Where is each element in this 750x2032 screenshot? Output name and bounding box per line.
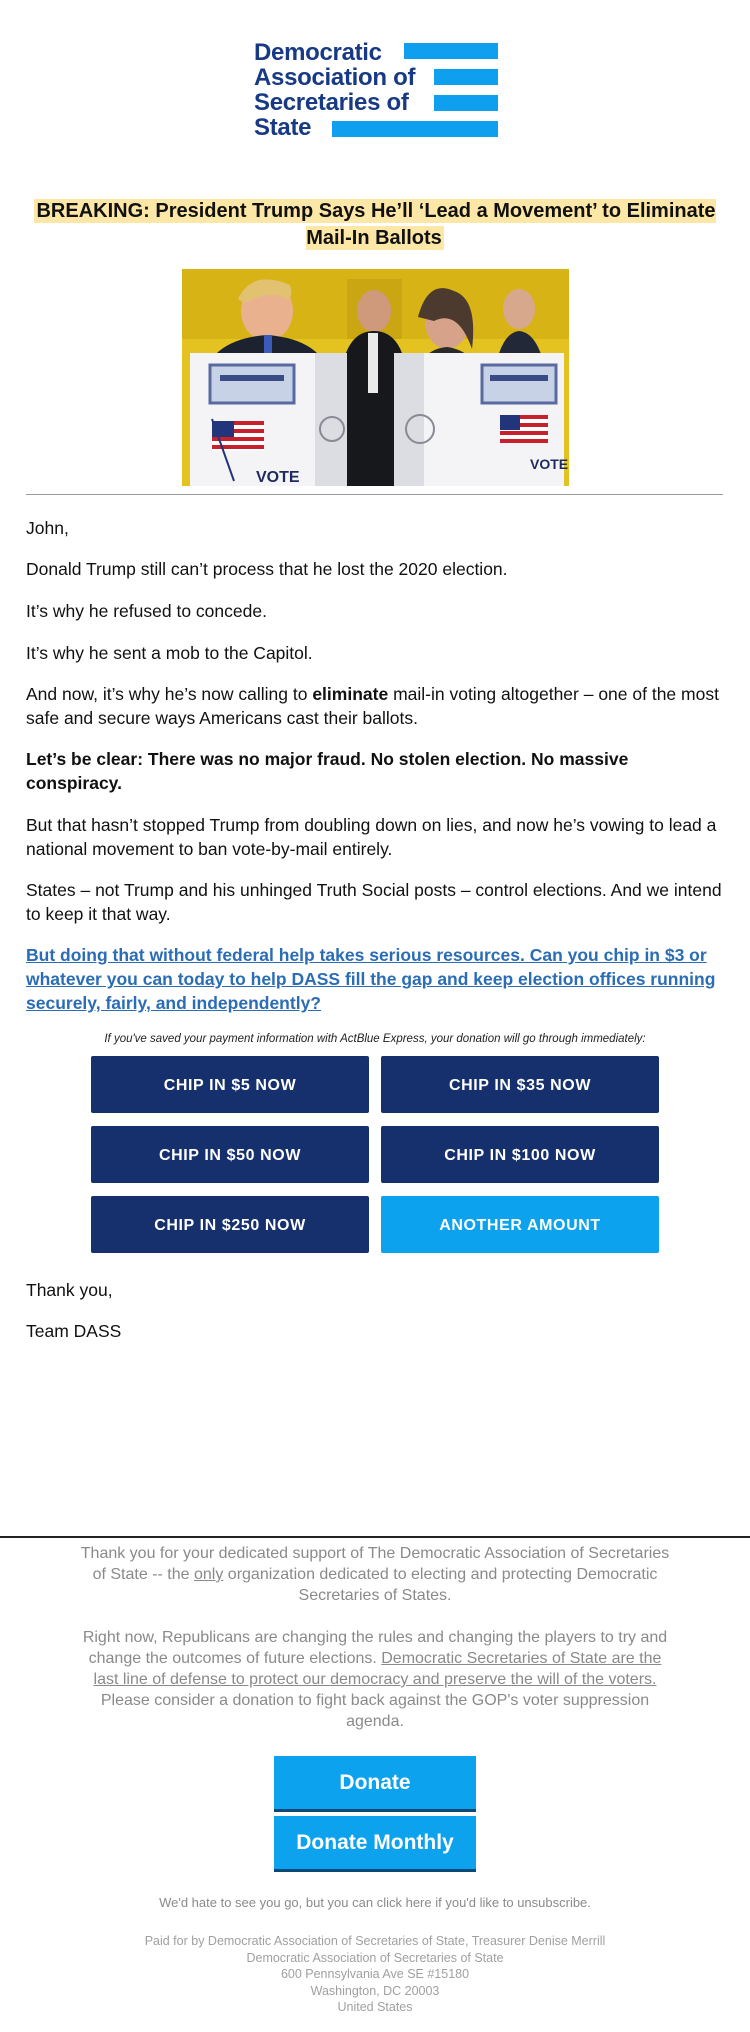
booth-label-left: VOTE	[256, 469, 300, 486]
booth-label-right: VOTE	[530, 456, 569, 472]
address-line: Washington, DC 20003	[310, 1983, 440, 1998]
flag-icon	[500, 415, 548, 443]
address-line: United States	[337, 2000, 413, 2014]
logo-bar-3	[434, 95, 498, 111]
chip-in-35-button[interactable]: CHIP IN $35 NOW	[381, 1056, 659, 1113]
footer-thanks-start: Thank you for your dedicated support of The Democratic Association of Secretaries of State -- the	[80, 1545, 670, 1583]
paragraph-2: It’s why he refused to concede.	[26, 601, 267, 621]
donate-button[interactable]: Donate	[274, 1756, 476, 1812]
unsubscribe-link[interactable]: We'd hate to see you go, but you can click here if you'd like to unsubscribe.	[159, 1895, 591, 1910]
paid-for-disclaimer	[80, 1933, 670, 2016]
footer-thanks	[80, 1543, 670, 1606]
chip-in-250-button[interactable]: CHIP IN $250 NOW	[91, 1196, 369, 1253]
paragraph-4-emphasis: eliminate	[312, 684, 389, 704]
disclaimer-line: Paid for by Democratic Association of Secretaries of State, Treasurer Denise Merrill	[144, 1934, 606, 1948]
address-line: Democratic Association of Secretaries of State	[246, 1950, 504, 1965]
signoff: Thank you,	[26, 1280, 113, 1300]
paragraph-3: It’s why he sent a mob to the Capitol.	[26, 643, 313, 663]
divider	[26, 494, 723, 495]
chip-in-100-button[interactable]: CHIP IN $100 NOW	[381, 1126, 659, 1183]
headline-text: BREAKING: President Trump Says He’ll ‘Lead a Movement’ to Eliminate Mail-In Ballots	[36, 200, 716, 249]
headline	[30, 198, 720, 252]
chip-in-50-button[interactable]: CHIP IN $50 NOW	[91, 1126, 369, 1183]
footer-thanks-emphasis: only	[193, 1566, 224, 1583]
paragraph-4-start: And now, it’s why he’s now calling to	[26, 684, 313, 704]
paragraph-7: States – not Trump and his unhinged Truth Social posts – control elections. And we intend to keep it that way.	[26, 880, 722, 924]
footer-appeal-link[interactable]: Democratic Secretaries of State are the last line of defense to protect our democracy and preserve the will of the voters.	[93, 1650, 662, 1688]
donate-cta-link[interactable]: But doing that without federal help takes serious resources. Can you chip in $3 or whatever you can today to help DASS fill the gap and keep election offices running securely, fairly, and independently?	[26, 945, 716, 1013]
paragraph-4	[26, 682, 726, 730]
hero-photo	[182, 269, 569, 486]
paragraph-4-end: mail-in voting altogether – one of the most safe and secure ways Americans cast their ballots.	[26, 684, 719, 728]
logo-bar-4	[332, 121, 498, 137]
logo-line-3: Secretaries of	[254, 89, 409, 116]
footer-thanks-end: organization dedicated to electing and protecting Democratic Secretaries of States.	[223, 1566, 658, 1604]
footer-appeal-end: Please consider a donation to fight back against the GOP's voter suppression agenda.	[100, 1692, 650, 1730]
logo-bar-1	[404, 43, 498, 59]
paragraph-6: But that hasn’t stopped Trump from doubling down on lies, and now he’s vowing to lead a national movement to ban vote-by-mail entirely.	[26, 815, 717, 859]
chip-in-5-button[interactable]: CHIP IN $5 NOW	[91, 1056, 369, 1113]
paragraph-5: Let’s be clear: There was no major fraud. No stolen election. No massive conspiracy.	[26, 749, 629, 793]
greeting: John,	[26, 518, 69, 538]
logo-line-2: Association of	[254, 64, 416, 91]
logo-bar-2	[434, 69, 498, 85]
dass-logo[interactable]	[254, 40, 498, 140]
paragraph-1: Donald Trump still can’t process that he lost the 2020 election.	[26, 559, 508, 579]
another-amount-button[interactable]: ANOTHER AMOUNT	[381, 1196, 659, 1253]
footer-appeal-start: Right now, Republicans are changing the rules and changing the players to try and change the outcomes of future elections.	[82, 1629, 668, 1667]
footer-appeal	[80, 1627, 670, 1732]
voting-booth-illustration	[182, 269, 569, 486]
actblue-express-note: If you've saved your payment information with ActBlue Express, your donation will go through immediately:	[104, 1033, 646, 1045]
donate-monthly-button[interactable]: Donate Monthly	[274, 1816, 476, 1872]
logo-line-1: Democratic	[254, 39, 382, 66]
signature: Team DASS	[26, 1321, 122, 1341]
logo-line-4: State	[254, 114, 312, 141]
address-line: 600 Pennsylvania Ave SE #15180	[280, 1967, 470, 1981]
